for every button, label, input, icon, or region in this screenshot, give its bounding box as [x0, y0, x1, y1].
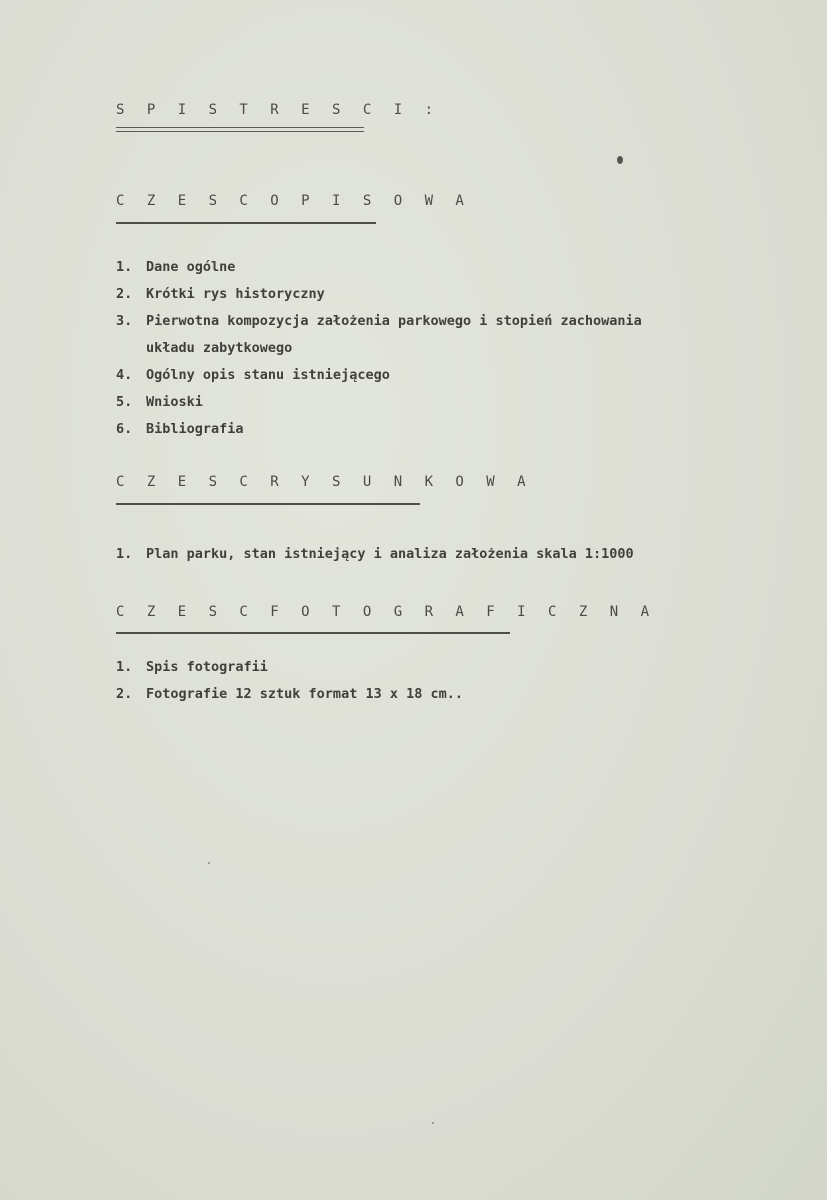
- ink-speck: [617, 156, 623, 164]
- paper-speck: [208, 862, 210, 864]
- section-list-opisowa: [116, 254, 642, 443]
- list-item: 1. Plan parku, stan istniejący i analiza założenia skala 1:1000: [116, 546, 634, 562]
- list-item: 5. Wnioski: [116, 394, 203, 410]
- section-underline-rysunkowa: [116, 503, 420, 505]
- section-heading-fotograficzna: C Z E S C F O T O G R A F I C Z N A: [116, 604, 657, 620]
- title-double-underline: [116, 127, 364, 132]
- section-underline-opisowa: [116, 222, 376, 224]
- list-item: 2. Fotografie 12 sztuk format 13 x 18 cm..: [116, 686, 463, 702]
- section-underline-fotograficzna: [116, 632, 510, 634]
- section-heading-opisowa: C Z E S C O P I S O W A: [116, 193, 471, 209]
- paper-speck: [432, 1122, 434, 1124]
- list-item-continuation: układu zabytkowego: [146, 340, 293, 356]
- list-item: 4. Ogólny opis stanu istniejącego: [116, 367, 390, 383]
- document-title: S P I S T R E S C I :: [116, 102, 441, 118]
- section-list-fotograficzna: [116, 654, 463, 708]
- list-item: 1. Spis fotografii: [116, 659, 268, 675]
- list-item: 1. Dane ogólne: [116, 259, 236, 275]
- section-heading-rysunkowa: C Z E S C R Y S U N K O W A: [116, 474, 533, 490]
- section-list-rysunkowa: [116, 541, 634, 568]
- list-item: 6. Bibliografia: [116, 421, 244, 437]
- list-item: 3. Pierwotna kompozycja założenia parkowego i stopień zachowania układu zabytkowego: [116, 308, 642, 362]
- list-item: 2. Krótki rys historyczny: [116, 286, 325, 302]
